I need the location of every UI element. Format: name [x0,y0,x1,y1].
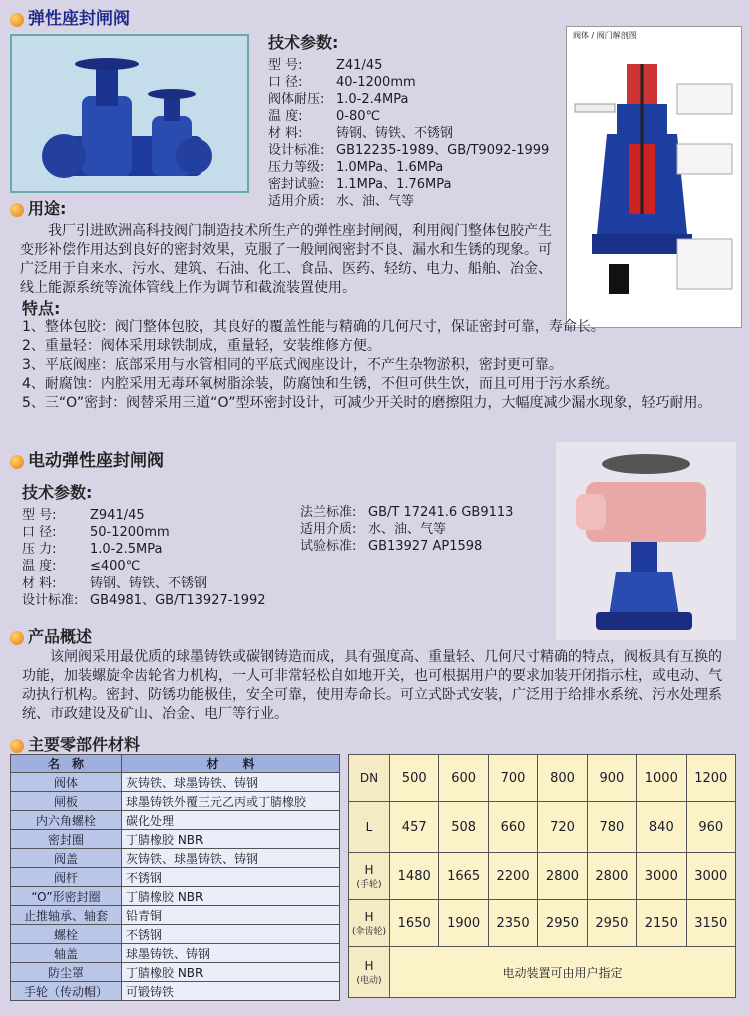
part-material: 球墨铸铁、铸钢 [122,944,340,963]
dim-sublabel: (电动) [356,975,382,986]
part-material: 碳化处理 [122,811,340,830]
spec-row [22,524,302,541]
parts-row [11,982,340,1001]
part-material: 丁腈橡胶 NBR [122,887,340,906]
part-material: 球墨铸铁外覆三元乙丙或丁腈橡胶 [122,792,340,811]
dimension-table-wrap [348,754,736,998]
spec-row [268,57,568,74]
section2-tech-params [22,480,302,609]
parts-row [11,887,340,906]
electric-valve-photo [556,442,736,640]
spec-value: GB12235-1989、GB/T9092-1999 [336,143,550,158]
part-name: 密封圈 [11,830,122,849]
spec-value: Z41/45 [336,58,383,73]
dim-value: 2800 [587,853,636,900]
feature-item: 5、三“O”密封：阀替采用三道“O”型环密封设计，可减少开关时的磨擦阻力，大幅度减少漏水现象，轻巧耐用。 [22,395,712,411]
feature-item: 2、重量轻：阀体采用球铁制成，重量轻，安装维修方便。 [22,338,381,354]
part-name: 阀杆 [11,868,122,887]
spec-value: 铸钢、铸铁、不锈钢 [336,126,454,141]
parts-title: 主要零部件材料 [28,735,141,754]
valve-illustration-icon [12,36,247,191]
spec-value: 50-1200mm [90,525,170,540]
cutaway-diagram [566,26,742,328]
spec-row [268,91,568,108]
spec-value: ≤400℃ [90,559,141,574]
dn-row [349,755,736,802]
spec-row [300,538,550,555]
spec-value: 1.0-2.5MPa [90,542,163,557]
spec-row [268,193,568,210]
section1-tech-params [268,30,568,210]
spec-key: 型 号: [22,508,57,523]
dim-value: 457 [390,802,439,853]
h-handwheel-row [349,853,736,900]
cutaway-valve-icon [567,44,741,324]
section1-header [10,4,130,29]
spec-key: 阀体耐压: [268,92,325,107]
spec-key: 设计标准: [22,593,79,608]
spec-row [22,592,302,609]
overview-title: 产品概述 [28,627,93,646]
feature-item: 1、整体包胶：阀门整体包胶，其良好的覆盖性能与精确的几何尺寸，保证密封可靠，寿命长。 [22,319,605,335]
dim-label-cell [349,853,390,900]
parts-row [11,773,340,792]
dim-sublabel: (伞齿轮) [351,926,387,937]
dimension-table [348,754,736,998]
spec-row [268,108,568,125]
parts-row [11,963,340,982]
parts-table-wrap [10,754,340,1001]
dim-value: 2350 [488,900,537,947]
parts-row [11,792,340,811]
dim-label: L [365,820,373,834]
section1-title: 弹性座封闸阀 [28,9,130,29]
features-title: 特点: [22,299,61,318]
spec-key: 口 径: [22,525,57,540]
dim-value: 2150 [637,900,686,947]
dim-value: 1200 [686,755,735,802]
part-material: 丁腈橡胶 NBR [122,830,340,849]
part-material: 灰铸铁、球墨铸铁、铸钢 [122,773,340,792]
part-name: 闸板 [11,792,122,811]
dim-value: 1000 [637,755,686,802]
spec-key: 型 号: [268,58,303,73]
dim-label-cell [349,947,390,998]
section2-title: 电动弹性座封闸阀 [28,451,164,471]
part-material: 铅青铜 [122,906,340,925]
parts-row [11,811,340,830]
parts-row [11,849,340,868]
part-material: 不锈钢 [122,868,340,887]
spec-key: 法兰标准: [300,505,357,520]
overview-header [10,624,92,647]
dim-label: H [364,909,374,924]
dim-value: 2950 [587,900,636,947]
parts-row [11,944,340,963]
bullet-icon [10,631,24,645]
spec-value: 1.0-2.4MPa [336,92,409,107]
parts-header-cell: 材 料 [122,755,340,773]
dim-value: 960 [686,802,735,853]
part-name: 阀体 [11,773,122,792]
dim-value: 700 [488,755,537,802]
bullet-icon [10,455,24,469]
section2-tech-title: 技术参数: [22,483,93,502]
electric-note: 电动装置可由用户指定 [390,947,736,998]
spec-value: GB4981、GB/T13927-1992 [90,593,266,608]
spec-row [300,521,550,538]
section1-tech-title: 技术参数: [268,33,339,52]
part-name: “O”形密封圈 [11,887,122,906]
dim-value: 3150 [686,900,735,947]
spec-key: 适用介质: [268,194,325,209]
dim-value: 800 [538,755,587,802]
spec-key: 适用介质: [300,522,357,537]
parts-row [11,868,340,887]
dim-value: 2950 [538,900,587,947]
spec-value: 水、油、气等 [368,522,447,537]
dim-value: 1650 [390,900,439,947]
section2-header [10,446,164,471]
spec-row [22,507,302,524]
spec-key: 密封试验: [268,177,325,192]
dim-label: H [364,862,374,877]
dim-value: 2200 [488,853,537,900]
spec-key: 温 度: [22,559,57,574]
valve-photo [10,34,249,193]
part-material: 可锻铸铁 [122,982,340,1001]
parts-row [11,830,340,849]
dim-value: 1480 [390,853,439,900]
spec-value: 0-80℃ [336,109,381,124]
electric-valve-illustration-icon [556,442,736,640]
dim-value: 2800 [538,853,587,900]
spec-key: 压力等级: [268,160,325,175]
spec-row [300,504,550,521]
usage-text: 我厂引进欧洲高科技阀门制造技术所生产的弹性座封闸阀，利用阀门整体包胶产生变形补偿作用达到良好的密封效果，克服了一般闸阀密封不良、漏水和生锈的现象。可广泛用于自来水、污水、建筑、石油、化工、食品、医药、轻纺、电力、船舶、冶金、线上能源系统等流体管线上作为调节和截流装置使用。 [20,223,552,296]
spec-row [268,125,568,142]
dim-value: 900 [587,755,636,802]
spec-key: 设计标准: [268,143,325,158]
dim-label-cell [349,802,390,853]
part-material: 不锈钢 [122,925,340,944]
spec-row [268,74,568,91]
part-name: 轴盖 [11,944,122,963]
dim-value: 3000 [637,853,686,900]
diagram-title: 阀体 / 阀门解剖图 [573,31,637,40]
dim-label-cell [349,755,390,802]
parts-header-cell: 名 称 [11,755,122,773]
part-material: 丁腈橡胶 NBR [122,963,340,982]
spec-row [22,558,302,575]
spec-value: 1.0MPa、1.6MPa [336,160,444,175]
spec-row [268,142,568,159]
dim-value: 1900 [439,900,488,947]
parts-table [10,754,340,1001]
bullet-icon [10,739,24,753]
section2-tech-params-right [300,504,550,555]
parts-row [11,906,340,925]
dim-value: 508 [439,802,488,853]
spec-row [22,575,302,592]
part-name: 手轮（传动帽） [11,982,122,1001]
h-bevel-row [349,900,736,947]
dim-value: 500 [390,755,439,802]
part-name: 螺栓 [11,925,122,944]
parts-row [11,925,340,944]
dim-label: DN [359,771,379,785]
h-electric-row [349,947,736,998]
dim-value: 600 [439,755,488,802]
dim-value: 720 [538,802,587,853]
dim-sublabel: (手轮) [356,879,382,890]
dim-value: 780 [587,802,636,853]
usage-header [10,196,66,219]
l-row [349,802,736,853]
part-name: 阀盖 [11,849,122,868]
spec-value: 水、油、气等 [336,194,415,209]
feature-item: 4、耐腐蚀：内腔采用无毒环氧树脂涂装，防腐蚀和生锈，不但可供生饮，而且可用于污水系统。 [22,376,619,392]
usage-title: 用途: [28,199,67,218]
dim-value: 660 [488,802,537,853]
dim-value: 840 [637,802,686,853]
bullet-icon [10,203,24,217]
features-list [22,318,722,413]
dim-value: 1665 [439,853,488,900]
spec-value: 1.1MPa、1.76MPa [336,177,452,192]
spec-row [268,176,568,193]
dim-label: H [364,958,374,973]
part-name: 防尘罩 [11,963,122,982]
spec-row [22,541,302,558]
overview-text: 该闸阀采用最优质的球墨铸铁或碳钢铸造而成，具有强度高、重量轻、几何尺寸精确的特点，阀板具有互换的功能，加装螺旋伞齿轮省力机构，一人可非常轻松自如地开关，也可根据用户的要求加装开闭指示柱，或电动、气动执行机构。密封、防锈功能极佳，安全可靠，使用寿命长。可立式卧式安装，广泛用于给排水系统、污水处理系统、市政建设及矿山、冶金、电厂等行业。 [22,649,722,722]
part-name: 内六角螺栓 [11,811,122,830]
spec-key: 材 料: [268,126,303,141]
spec-row [268,159,568,176]
dim-label-cell [349,900,390,947]
spec-key: 试验标准: [300,539,357,554]
parts-header-row [11,755,340,773]
spec-key: 压 力: [22,542,57,557]
feature-item: 3、平底阀座：底部采用与水管相同的平底式阀座设计，不产生杂物淤积，密封更可靠。 [22,357,563,373]
spec-value: 40-1200mm [336,75,416,90]
bullet-icon [10,13,24,27]
spec-value: GB/T 17241.6 GB9113 [368,505,514,520]
part-name: 止推轴承、轴套 [11,906,122,925]
parts-header [10,732,140,755]
spec-key: 材 料: [22,576,57,591]
dim-value: 3000 [686,853,735,900]
spec-value: GB13927 AP1598 [368,539,483,554]
spec-key: 温 度: [268,109,303,124]
spec-key: 口 径: [268,75,303,90]
spec-value: 铸钢、铸铁、不锈钢 [90,576,208,591]
part-material: 灰铸铁、球墨铸铁、铸钢 [122,849,340,868]
spec-value: Z941/45 [90,508,145,523]
